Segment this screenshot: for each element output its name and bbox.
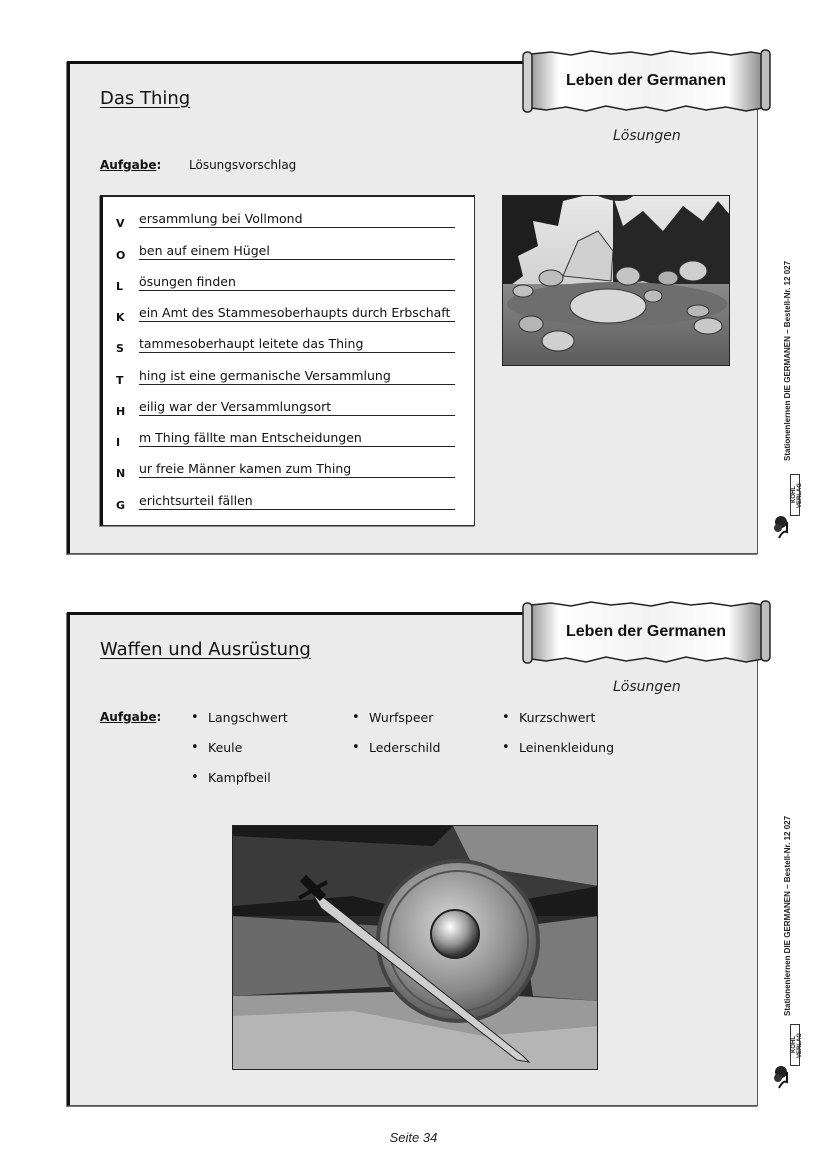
acrostic-row <box>103 241 474 263</box>
acrostic-letter: O <box>116 249 126 262</box>
publisher-logo <box>773 472 803 544</box>
side-order-text: Stationenlernen DIE GERMANEN – Bestell-Nr. 12 027 <box>783 815 792 1016</box>
worksheet-card-thing <box>67 61 758 554</box>
acrostic-row <box>103 459 474 481</box>
task-text: Lösungsvorschlag <box>189 158 297 172</box>
acrostic-answer: erichtsurteil fällen <box>139 493 455 510</box>
acrostic-letter: T <box>116 374 124 387</box>
acrostic-row <box>103 334 474 356</box>
acrostic-answer: ösungen finden <box>139 274 455 291</box>
bullet-item: • Kampfbeil <box>208 770 271 785</box>
bullet-item: • Lederschild <box>369 740 440 755</box>
acrostic-answer: hing ist eine germanische Versammlung <box>139 368 455 385</box>
acrostic-answer: ein Amt des Stammesoberhaupts durch Erbschaft <box>139 305 455 322</box>
acrostic-box <box>100 195 475 526</box>
acrostic-row <box>103 303 474 325</box>
sword-shield-photo <box>232 825 598 1070</box>
bullet-item: • Wurfspeer <box>369 710 433 725</box>
page-number: Seite 34 <box>389 1130 438 1145</box>
publisher-logo-text: KOHL VERLAG <box>790 474 800 516</box>
acrostic-letter: S <box>116 342 124 355</box>
acrostic-answer: tammesoberhaupt leitete das Thing <box>139 336 455 353</box>
acrostic-answer: ersammlung bei Vollmond <box>139 211 455 228</box>
acrostic-letter: L <box>116 280 124 293</box>
acrostic-row <box>103 491 474 513</box>
task-label <box>100 710 161 724</box>
publisher-logo-text: KOHL VERLAG <box>790 1024 800 1066</box>
acrostic-row <box>103 366 474 388</box>
bullet-item: • Leinenkleidung <box>519 740 614 755</box>
acrostic-letter: G <box>116 499 126 512</box>
task-label-colon: : <box>156 710 162 724</box>
solutions-label: Lösungen <box>613 128 681 144</box>
task-label-colon: : <box>156 158 162 172</box>
acrostic-letter: V <box>116 217 125 230</box>
acrostic-answer: ur freie Männer kamen zum Thing <box>139 461 455 478</box>
bullet-item: • Kurzschwert <box>519 710 595 725</box>
acrostic-answer: ben auf einem Hügel <box>139 243 455 260</box>
card-title: Das Thing <box>100 88 191 109</box>
scroll-title: Leben der Germanen <box>565 623 727 640</box>
stone-circle-photo <box>502 195 730 366</box>
bullet-item: • Langschwert <box>208 710 288 725</box>
worksheet-card-weapons <box>67 612 758 1106</box>
task-label-text: Aufgabe <box>100 710 157 724</box>
bullet-item: • Keule <box>208 740 242 755</box>
acrostic-letter: I <box>116 436 121 449</box>
task-label <box>100 158 161 172</box>
acrostic-row <box>103 428 474 450</box>
acrostic-answer: eilig war der Versammlungsort <box>139 399 455 416</box>
scroll-title: Leben der Germanen <box>565 72 727 89</box>
acrostic-row <box>103 272 474 294</box>
publisher-logo <box>773 1022 803 1094</box>
acrostic-row <box>103 397 474 419</box>
acrostic-row <box>103 209 474 231</box>
acrostic-letter: N <box>116 467 126 480</box>
side-order-text: Stationenlernen DIE GERMANEN – Bestell-Nr. 12 027 <box>783 260 792 461</box>
acrostic-answer: m Thing fällte man Entscheidungen <box>139 430 455 447</box>
solutions-label: Lösungen <box>613 679 681 695</box>
acrostic-letter: H <box>116 405 126 418</box>
scroll-banner <box>521 599 771 667</box>
card-title: Waffen und Ausrüstung <box>100 639 311 660</box>
acrostic-letter: K <box>116 311 125 324</box>
task-label-text: Aufgabe <box>100 158 157 172</box>
scroll-banner <box>521 48 771 116</box>
